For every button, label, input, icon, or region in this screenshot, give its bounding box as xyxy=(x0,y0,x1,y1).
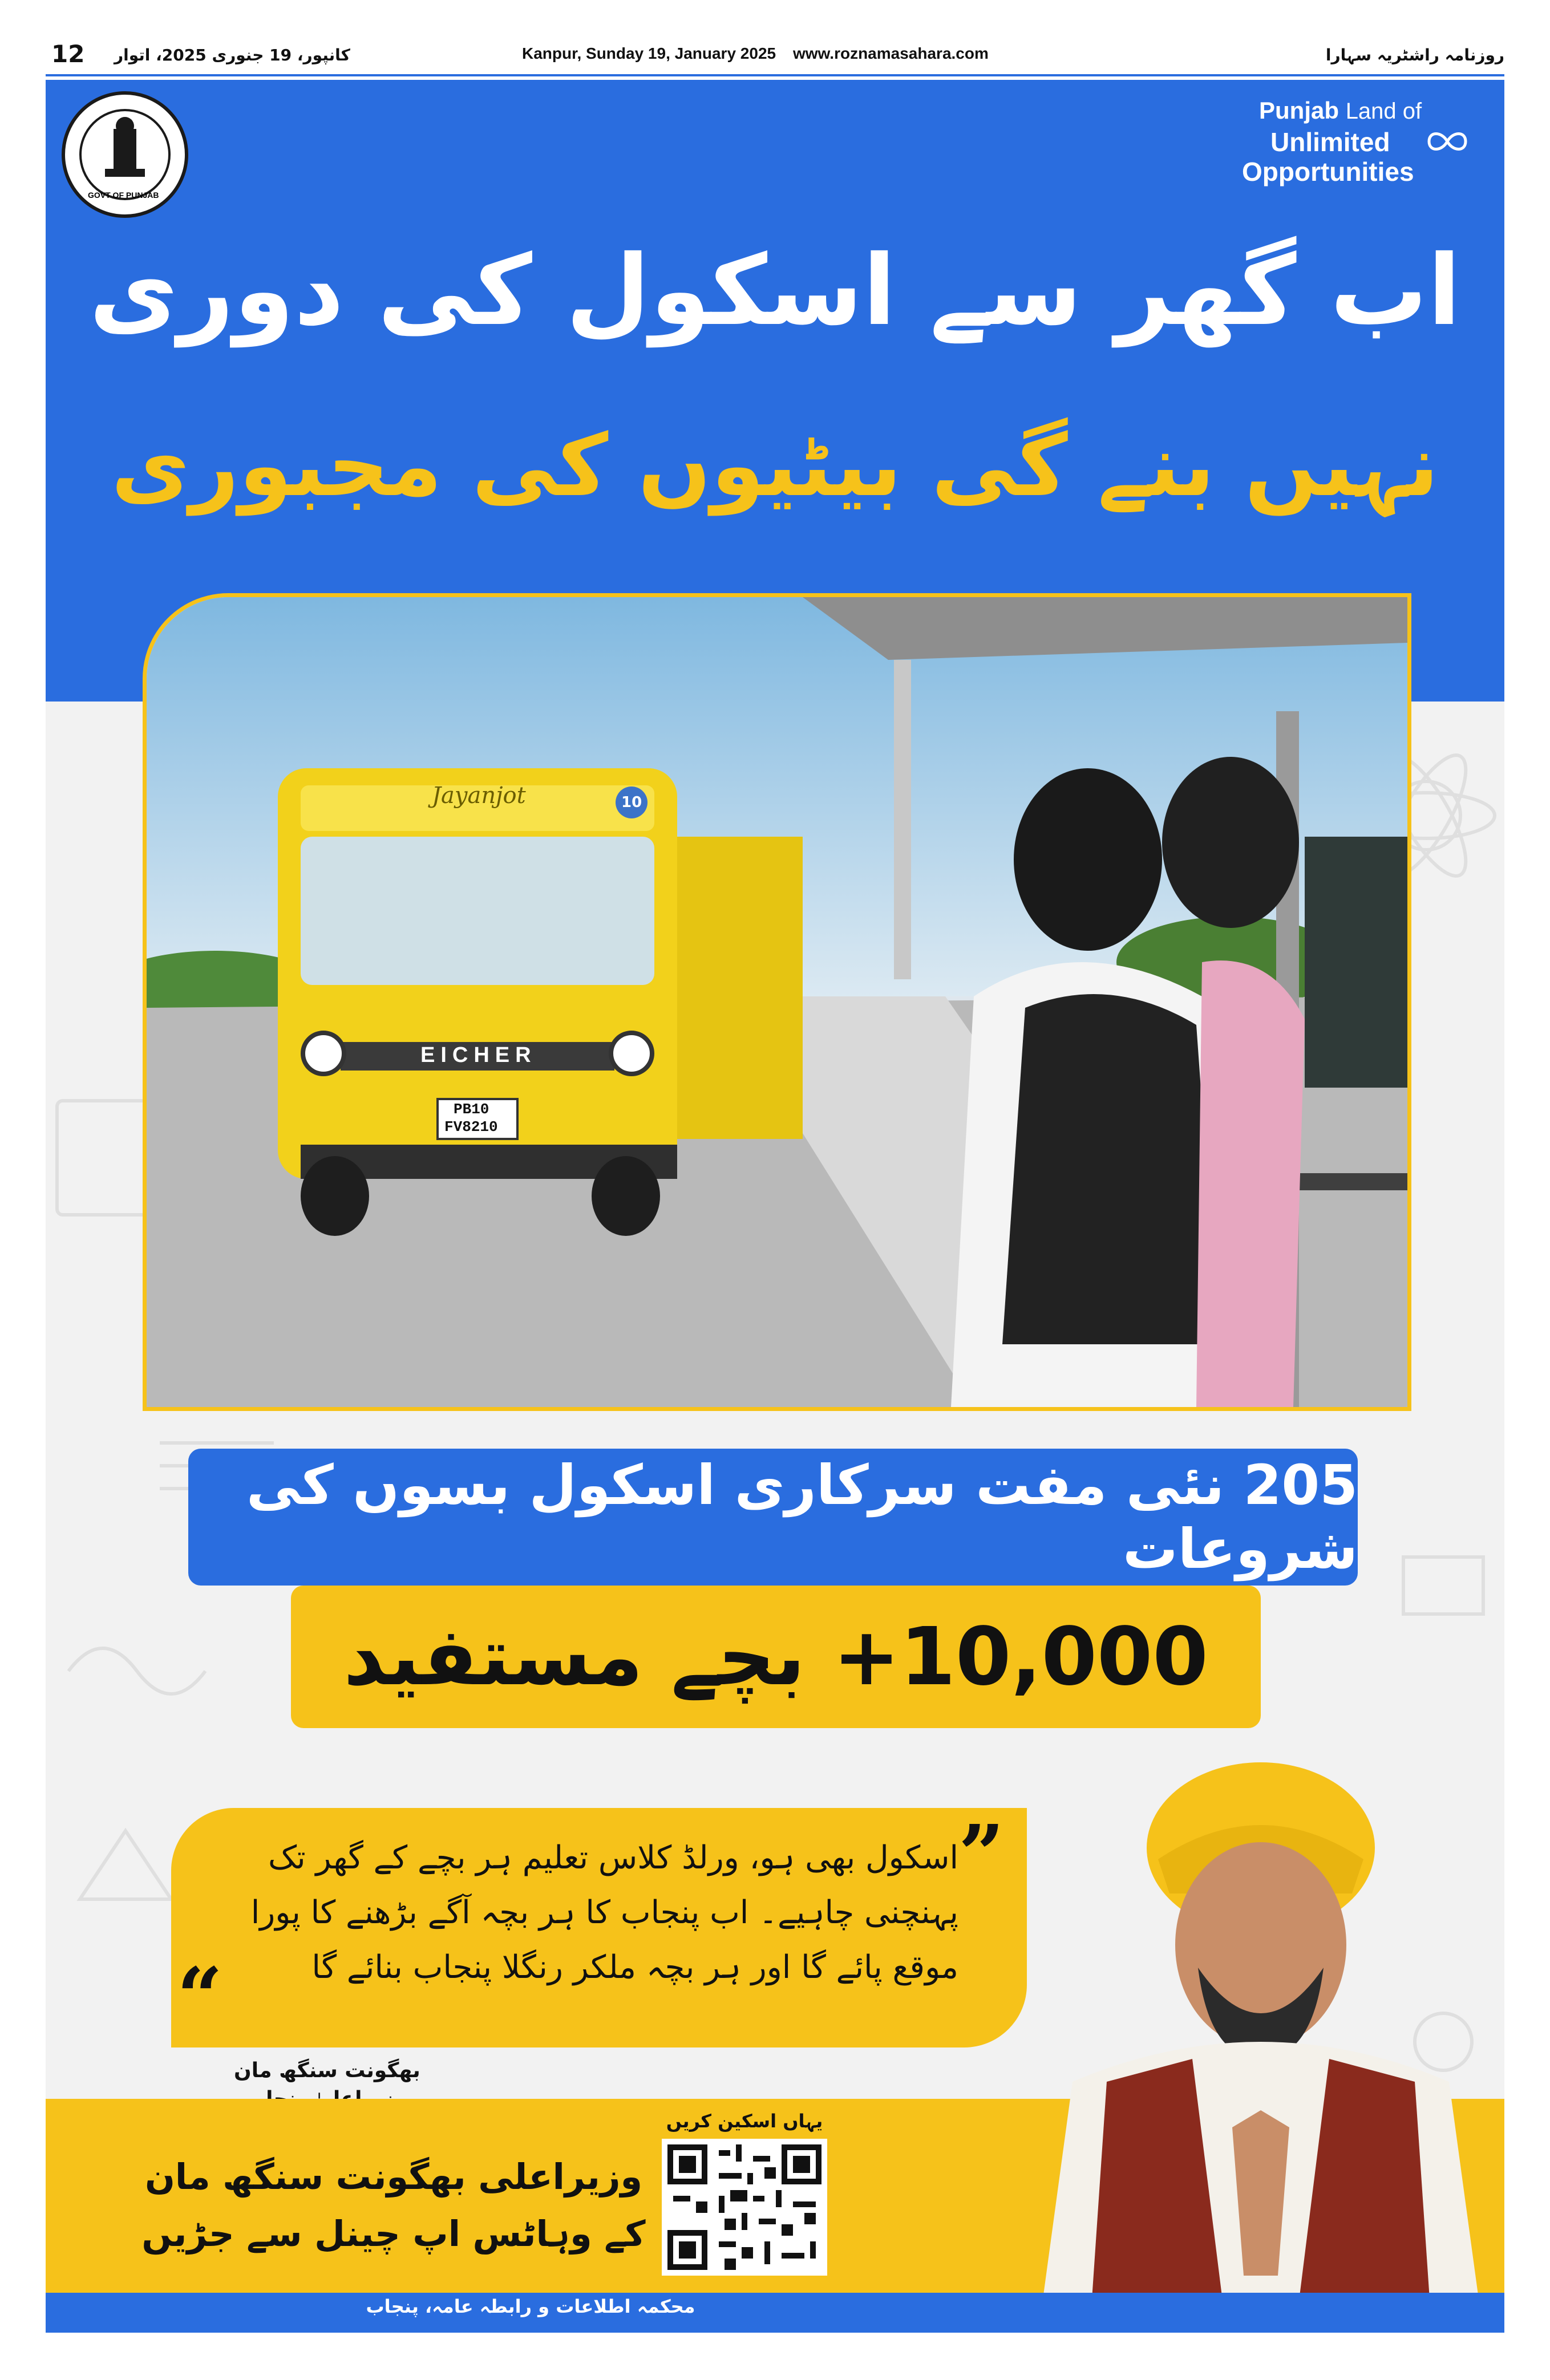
date-urdu: کانپور، 19 جنوری 2025، اتوار xyxy=(114,46,350,64)
government-emblem xyxy=(62,91,188,218)
blue-banner xyxy=(188,1449,1358,1586)
brand-line1-suffix: Land of xyxy=(1345,99,1422,124)
advertisement xyxy=(46,80,1504,2333)
bus-number-badge: 10 xyxy=(621,794,642,811)
quote-text xyxy=(205,1831,958,1995)
page-number: 12 xyxy=(51,40,85,68)
quote-line2: پہنچنی چاہیے۔ اب پنجاب کا ہر بچہ آگے بڑھنے کا پورا xyxy=(250,1894,958,1931)
quote-line1: اسکول بھی ہو، ورلڈ کلاس تعلیم ہر بچے کے گھر تک xyxy=(268,1839,958,1876)
website-link[interactable]: www.roznamasahara.com xyxy=(793,44,989,62)
date-english: Kanpur, Sunday 19, January 2025 xyxy=(522,44,776,62)
chief-minister-portrait xyxy=(1015,1762,1504,2333)
cta-line1: وزیراعلی بھگونت سنگھ مان xyxy=(145,2156,642,2197)
school-bus-photo xyxy=(143,593,1411,1411)
quote-open-mark: ” xyxy=(958,1808,1005,1901)
cta-line2: کے وہاٹس اپ چینل سے جڑیں xyxy=(141,2213,646,2255)
blue-banner-text: 205 نئی مفت سرکاری اسکول بسوں کی شروعات xyxy=(246,1453,1358,1581)
brand-line2: Unlimited xyxy=(1270,127,1390,157)
yellow-banner xyxy=(291,1586,1261,1728)
plate-line1: PB10 xyxy=(454,1101,489,1118)
signature-name: بھگونت سنگھ مان xyxy=(234,2059,420,2082)
quote-close-mark: “ xyxy=(177,1951,223,2044)
quote-line3: موقع پائے گا اور ہر بچہ ملکر رنگلا پنجاب بنائے گا xyxy=(311,1949,958,1986)
qr-code-icon xyxy=(662,2139,827,2276)
headline-line1: اب گھر سے اسکول کی دوری xyxy=(89,234,1461,347)
newspaper-name: روزنامہ راشٹریہ سہارا xyxy=(1325,46,1504,64)
brand-line1: Punjab xyxy=(1259,97,1339,124)
scan-label: یہاں اسکین کریں xyxy=(666,2110,823,2132)
brand-line3: Opportunities xyxy=(1242,157,1414,186)
footer-credit: محکمہ اطلاعات و رابطہ عامہ، پنجاب xyxy=(366,2296,695,2317)
bus-brand: EICHER xyxy=(420,1043,537,1067)
bus-name: Jayanjot xyxy=(432,782,526,809)
headline-line2: نہیں بنے گی بیٹیوں کی مجبوری xyxy=(111,416,1439,516)
bus-stop-scene xyxy=(147,597,1407,1407)
punjab-brand-logo xyxy=(1231,91,1470,194)
yellow-banner-text: 10,000+ بچے مستفید xyxy=(343,1611,1208,1704)
infinity-icon xyxy=(1424,129,1470,154)
emblem-label: GOVT OF PUNJAB xyxy=(88,190,159,200)
plate-line2: FV8210 xyxy=(444,1118,498,1136)
qr-code[interactable] xyxy=(662,2139,827,2276)
